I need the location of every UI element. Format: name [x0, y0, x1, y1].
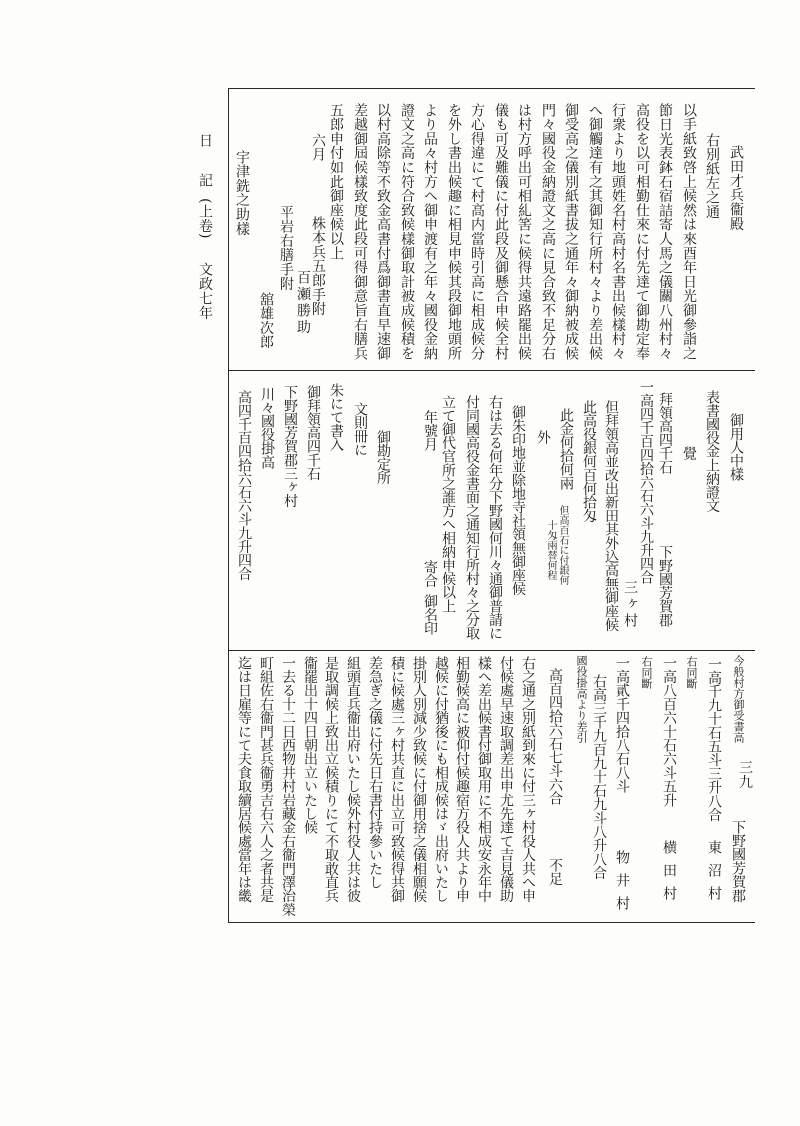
deduction-label: 國役掛高より差引: [575, 655, 588, 743]
register-heading: 今般村方御受書高: [732, 655, 745, 743]
text-column: 右は去る何年分下野國何川々通御普請に: [487, 395, 503, 640]
village-name: 物井村: [614, 850, 630, 919]
ditto-mark: 右同斷: [640, 656, 653, 689]
text-column: 是取調候上致出立候積りにて不取敢直兵: [323, 656, 339, 903]
total-yield: 右高三千九百九十石九斗八升八合: [591, 674, 607, 880]
sender-1-name: 百瀬勝助: [295, 270, 311, 336]
sender-2-name: 舘雄次郎: [258, 292, 274, 350]
text-column: 御拜領高四千石: [305, 385, 321, 481]
text-column: より品々村方へ御申渡有之年々國役金納: [422, 103, 438, 361]
village-yield: 一高千九十石五斗三升八合: [706, 657, 722, 822]
text-column: 朱にて書入: [328, 383, 344, 452]
text-column: 御受高之儀別紙書拔之通年々御納被成候: [563, 103, 579, 361]
shortfall-label: 不足: [547, 858, 563, 886]
signer-seal: 御名印: [422, 594, 438, 635]
text-column: 高四千百四拾六石六斗九升四合: [236, 390, 252, 581]
village-count: 三ヶ村: [622, 580, 638, 630]
text-column: 以手紙致啓上候然は來酉年日光御參詣之: [681, 103, 697, 361]
province-name: 下野國芳賀郡: [730, 820, 746, 903]
text-column: 以村高除等不致金高書付爲御書直早速御: [375, 103, 391, 361]
shortfall-amount: 高百四拾六石七斗六合: [547, 668, 563, 806]
text-column: 差越御屆候樣致度此段可得御意旨右膳兵: [352, 103, 368, 361]
letter-date: 六月: [310, 133, 326, 162]
text-column: を外し書出候趣に相見申候其段御地頭所: [446, 103, 462, 361]
text-column: へ御觸達有之其御知行所村々より差出候: [587, 103, 603, 361]
text-column: 組頭直兵衞出府いたし候外村役人共は彼: [345, 656, 361, 903]
text-column: 但拜領高並改出新田其外込高無御座候: [603, 400, 619, 632]
text-column: 積に候處三ヶ村共直に出立可致候得共御: [389, 656, 405, 903]
fief-yield: 拜領高四千石: [657, 392, 673, 474]
text-column: 御朱印地並除地寺社領無御座候: [510, 405, 526, 596]
text-column: 川々國役掛高: [259, 387, 275, 469]
signer-rank: 寄合: [422, 560, 438, 588]
frame-bottom-rule: [228, 922, 755, 923]
text-column: 樣へ差出候書付御取用に不相成安永年中: [476, 656, 492, 903]
village-name: 東沼村: [706, 840, 722, 909]
text-column: 方心得違にて村高内當時引高に相成候分: [469, 103, 485, 361]
text-column: 相勤候高に被仰付候趣宿方役人共より申: [454, 656, 470, 903]
sender-2-title: 平岩右膳手附: [278, 205, 294, 291]
text-column: 外: [535, 430, 551, 444]
province-name: 下野國芳賀郡: [657, 545, 673, 627]
text-column: 立て御代官所之誰方へ相納申候以上: [440, 395, 456, 613]
text-column: 下野國芳賀郡三ヶ村: [282, 385, 298, 508]
text-column: 右之通之別紙到來に付三ヶ村役人共へ申: [520, 656, 536, 903]
certificate-date: 年號月: [422, 410, 438, 451]
letter-heading: 右別紙左之通: [704, 133, 720, 219]
text-column: 付候處早速取調差出申尤先達て吉見儀助: [498, 656, 514, 903]
tier-divider-lower: [228, 650, 755, 651]
text-column: 迄は日雇等にて夫食取續居候處當年は畿: [236, 656, 252, 903]
text-column: 衞罷出十四日朝出立いたし候: [302, 656, 318, 835]
village-yield: 一高貳千四拾八石八斗: [614, 656, 630, 794]
text-column: 一去る十二日西物井村岩藏金右衞門澤治榮: [280, 656, 296, 917]
text-column: 五郎申付如此御座候以上: [328, 103, 344, 261]
running-head-title-1: 日: [197, 133, 213, 148]
text-column: 門々國役金納證文之高に見合致不足分右: [540, 103, 556, 361]
frame-left-rule: [228, 88, 229, 922]
text-column: 差急ぎ之儀に付先日右書付持參いたし: [367, 656, 383, 889]
interlinear-note: 十匁兩替何程: [545, 520, 556, 580]
memo-heading: 覺: [681, 446, 697, 460]
running-head-year: 文政七年: [197, 262, 213, 320]
text-column: 此高役銀何百何拾匁: [581, 400, 597, 523]
ditto-mark: 右同斷: [685, 656, 698, 689]
sender-1-title: 株本兵五郎手附: [310, 216, 326, 317]
text-column: 證文之高に符合致候樣御取計被成候積を: [399, 103, 415, 361]
frame-top-rule: [228, 88, 755, 89]
tier-divider-upper: [228, 370, 755, 371]
text-column: 此金何拾何兩: [558, 408, 574, 490]
text-column: は村方呼出可相糺筈に候得共遠路罷出候: [516, 103, 532, 361]
page-number: 三九: [737, 760, 753, 789]
interlinear-note: 但高百石に付銀何: [557, 505, 568, 585]
text-column: 高役を以可相勤仕來に付先達て御勘定奉: [634, 103, 650, 361]
running-head-volume: (上卷): [197, 198, 213, 239]
total-yield: 一高四千百四拾六石六斗九升四合: [638, 380, 654, 585]
text-column: 行衆より地頭姓名村高村名書出候樣村々: [610, 103, 626, 361]
text-column: 節日光表鉢石宿詰寄人馬之儀關八州村々: [657, 103, 673, 361]
text-column: 町組佐右衞門甚兵衞勇吉右六人之者共是: [258, 656, 274, 903]
text-column: 掛別人別減少致候に付御用捨之儀相願候: [411, 656, 427, 903]
text-column: 越候に付猶後にも相成候はゞ出府いたし: [433, 656, 449, 903]
text-column: 儀も可及難儀に付此段及御懸合申候全村: [493, 103, 509, 361]
running-head-title-2: 記: [197, 173, 213, 188]
village-yield: 一高八百六十石六斗五升: [661, 656, 677, 807]
village-name: 横田村: [661, 840, 677, 909]
text-column: 文則冊に: [352, 402, 368, 457]
certificate-addressee: 御用人中樣: [728, 413, 744, 482]
letter-addressee: 武田才兵衞殿: [728, 145, 744, 231]
letter-recipient: 宇津銑之助樣: [234, 150, 250, 236]
text-column: 付同國高役金書面之通知行所村々之分取: [464, 395, 480, 640]
certificate-recipient-office: 御勘定所: [375, 430, 391, 485]
certificate-cover-title: 表書國役金上納證文: [704, 390, 720, 513]
